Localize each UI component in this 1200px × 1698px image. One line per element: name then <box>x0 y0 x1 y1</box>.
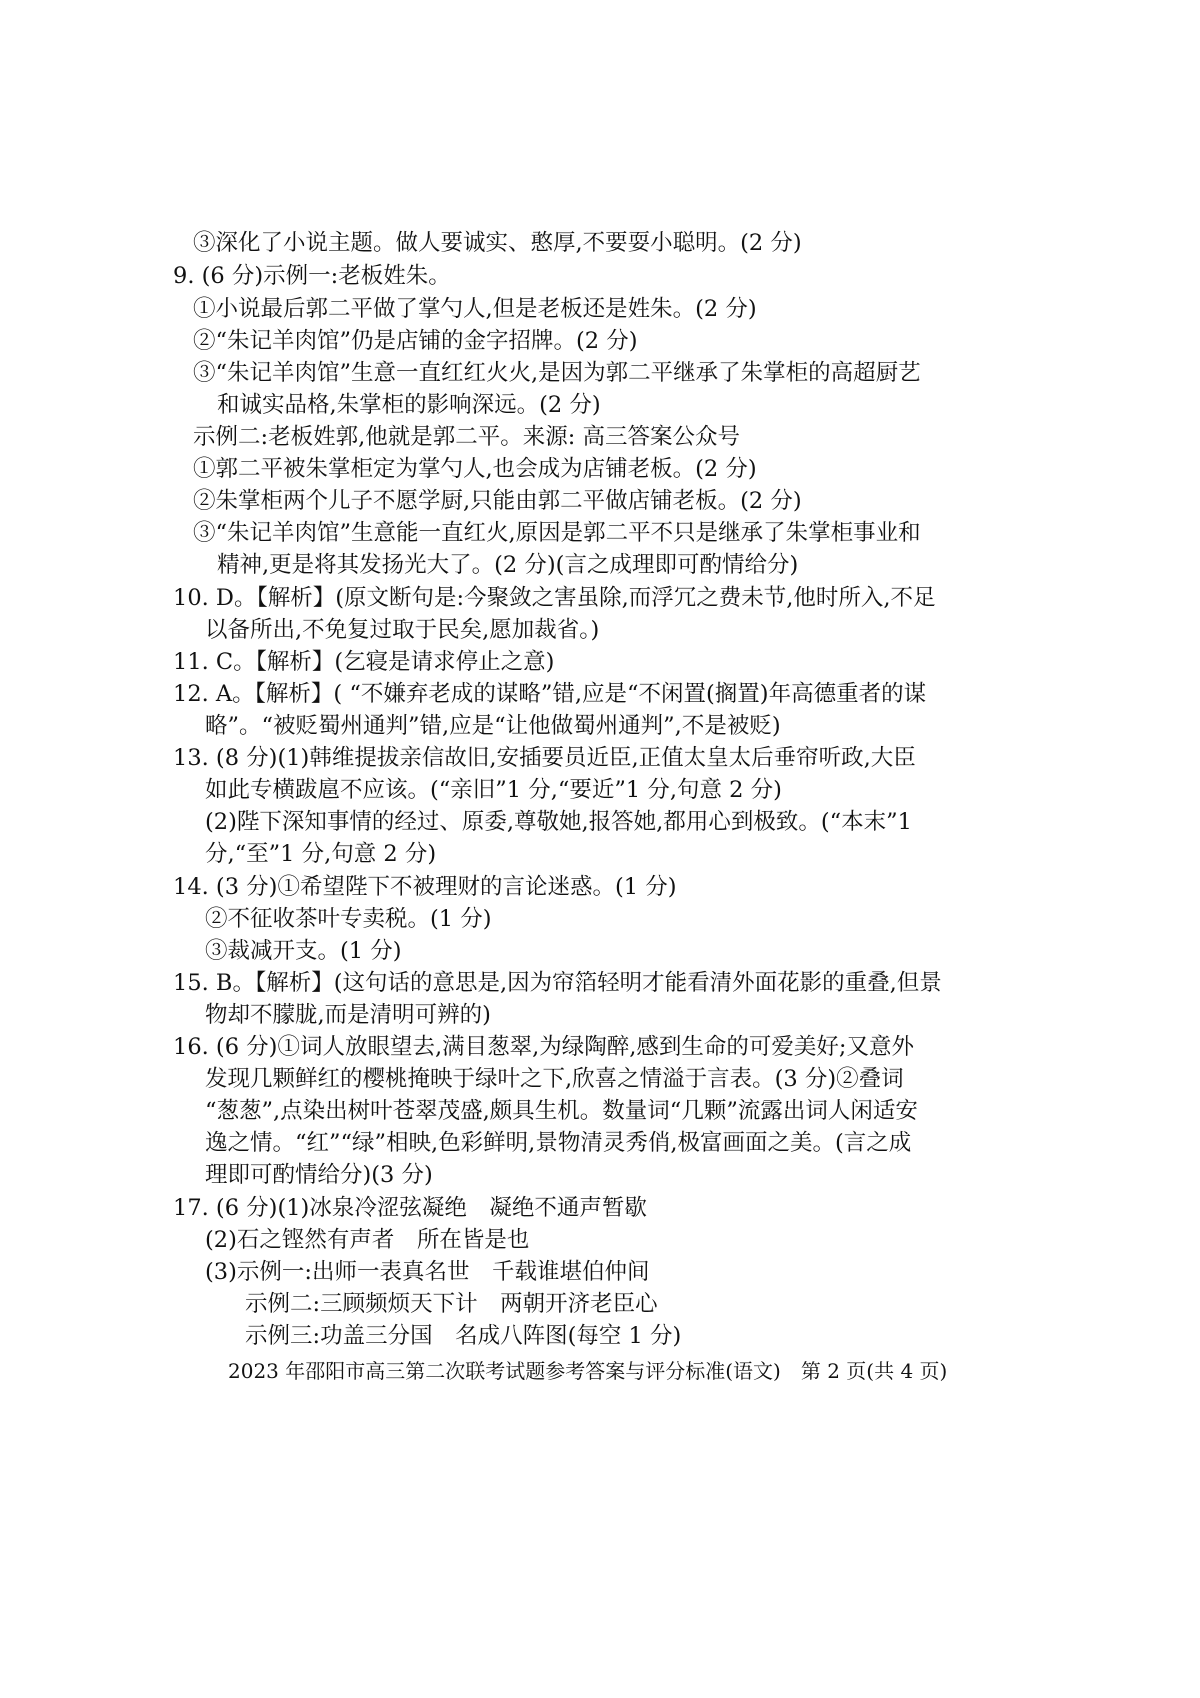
text-line: 理即可酌情给分)(3 分) <box>205 1162 433 1188</box>
text-line: (3)示例一:出师一表真名世 千载谁堪伯仲间 <box>205 1259 650 1285</box>
page-footer: 2023 年邵阳市高三第二次联考试题参考答案与评分标准(语文) 第 2 页(共 4 页) <box>228 1359 948 1383</box>
text-line: ③裁减开支。(1 分) <box>205 938 402 964</box>
question-14-heading: 14. (3 分)①希望陛下不被理财的言论迷惑。(1 分) <box>173 874 677 900</box>
text-line: (2)石之铿然有声者 所在皆是也 <box>205 1227 530 1253</box>
question-15-heading: 15. B。【解析】(这句话的意思是,因为帘箔轻明才能看清外面花影的重叠,但景 <box>173 970 942 996</box>
text-line: ③深化了小说主题。做人要诚实、憨厚,不要耍小聪明。(2 分) <box>193 230 802 256</box>
question-16-heading: 16. (6 分)①词人放眼望去,满目葱翠,为绿陶醉,感到生命的可爱美好;又意外 <box>173 1034 914 1060</box>
question-12-heading: 12. A。【解析】( “不嫌弃老成的谋略”错,应是“不闲置(搁置)年高德重者的谋 <box>173 681 927 707</box>
text-line: 以备所出,不免复过取于民矣,愿加裁省。) <box>205 617 600 643</box>
text-line: 略”。“被贬蜀州通判”错,应是“让他做蜀州通判”,不是被贬) <box>205 713 781 739</box>
text-line: 精神,更是将其发扬光大了。(2 分)(言之成理即可酌情给分) <box>217 552 799 578</box>
text-line: (2)陛下深知事情的经过、原委,尊敬她,报答她,都用心到极致。(“本末”1 <box>205 809 912 835</box>
text-line: ②不征收茶叶专卖税。(1 分) <box>205 906 492 932</box>
text-line: “葱葱”,点染出树叶苍翠茂盛,颇具生机。数量词“几颗”流露出词人闲适安 <box>205 1098 918 1124</box>
text-line: 如此专横跋扈不应该。(“亲旧”1 分,“要近”1 分,句意 2 分) <box>205 777 782 803</box>
question-17-heading: 17. (6 分)(1)冰泉冷涩弦凝绝 凝绝不通声暂歇 <box>173 1195 647 1221</box>
text-line: 发现几颗鲜红的樱桃掩映于绿叶之下,欣喜之情溢于言表。(3 分)②叠词 <box>205 1066 904 1092</box>
text-line: 示例三:功盖三分国 名成八阵图(每空 1 分) <box>245 1323 682 1349</box>
text-line: ③“朱记羊肉馆”生意一直红红火火,是因为郭二平继承了朱掌柜的高超厨艺 <box>193 360 921 386</box>
question-10-heading: 10. D。【解析】(原文断句是:今聚敛之害虽除,而浮冗之费未节,他时所入,不足 <box>173 585 936 611</box>
text-line: 示例二:老板姓郭,他就是郭二平。来源: 高三答案公众号 <box>193 424 740 450</box>
question-13-heading: 13. (8 分)(1)韩维提拔亲信故旧,安插要员近臣,正值太皇太后垂帘听政,大臣 <box>173 745 916 771</box>
question-11-heading: 11. C。【解析】(乞寝是请求停止之意) <box>173 649 555 675</box>
text-line: ①小说最后郭二平做了掌勺人,但是老板还是姓朱。(2 分) <box>193 296 757 322</box>
text-line: ②朱掌柜两个儿子不愿学厨,只能由郭二平做店铺老板。(2 分) <box>193 488 802 514</box>
text-line: 物却不朦胧,而是清明可辨的) <box>205 1002 491 1028</box>
text-line: 分,“至”1 分,句意 2 分) <box>205 841 437 867</box>
text-line: ③“朱记羊肉馆”生意能一直红火,原因是郭二平不只是继承了朱掌柜事业和 <box>193 520 921 546</box>
text-line: ②“朱记羊肉馆”仍是店铺的金字招牌。(2 分) <box>193 328 638 354</box>
question-9-heading: 9. (6 分)示例一:老板姓朱。 <box>173 263 451 289</box>
text-line: 示例二:三顾频烦天下计 两朝开济老臣心 <box>245 1291 658 1317</box>
text-line: 逸之情。“红”“绿”相映,色彩鲜明,景物清灵秀俏,极富画面之美。(言之成 <box>205 1130 912 1156</box>
text-line: 和诚实品格,朱掌柜的影响深远。(2 分) <box>217 392 601 418</box>
text-line: ①郭二平被朱掌柜定为掌勺人,也会成为店铺老板。(2 分) <box>193 456 757 482</box>
